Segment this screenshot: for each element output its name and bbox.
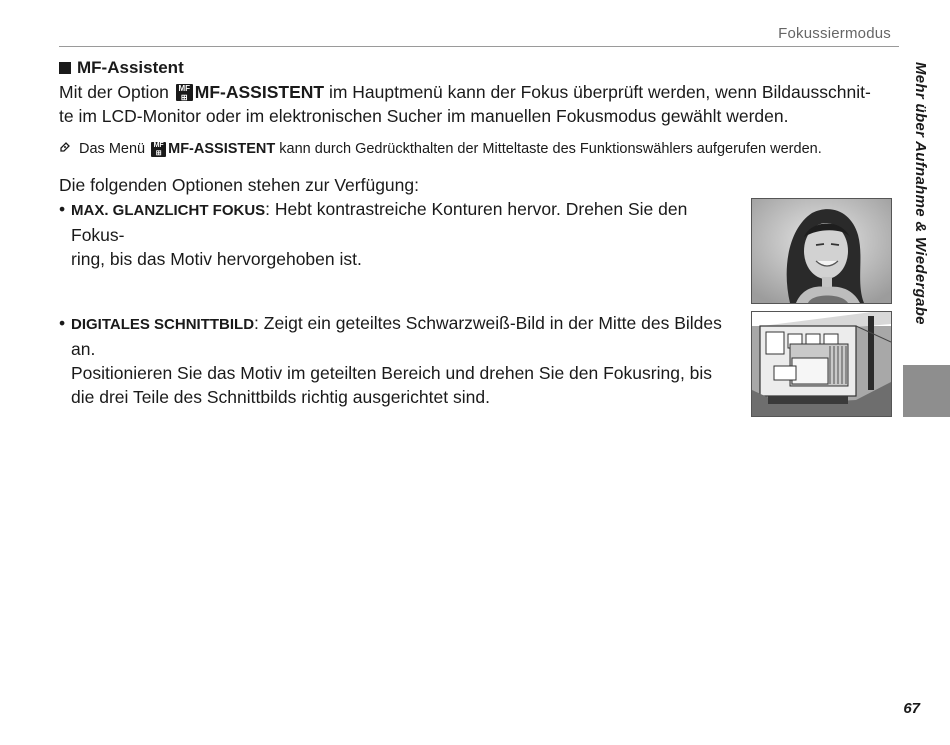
intro-paragraph [59, 80, 891, 128]
intro-line-2: te im LCD-Monitor oder im elektronischen Sucher im manuellen Fokusmodus gewählt werden. [59, 106, 789, 126]
options-intro: Die folgenden Optionen stehen zur Verfügung: [59, 175, 419, 195]
option-term: MAX. GLANZLICHT FOKUS [71, 202, 266, 219]
intro-line-1 [59, 80, 891, 104]
intro-after: im Hauptmenü kann der Fokus überprüft werden, wenn Bildausschnit- [328, 82, 871, 102]
list-item: • DIGITALES SCHNITTBILD: Zeigt ein geteiltes Schwarzweiß-Bild in der Mitte des Bildes an. Positionieren Sie das Motiv im geteilten Bereich und drehen Sie den Fokusring, bis die drei Teile des Schnittbilds richtig ausgerichtet sind. [59, 313, 722, 407]
note-pencil-icon [59, 139, 71, 159]
header-title: Fokussiermodus [778, 25, 891, 42]
section-title [59, 58, 184, 78]
option-term: DIGITALES SCHNITTBILD [71, 316, 255, 333]
intro-menu-item: MF-ASSISTENT [194, 82, 325, 102]
note-before: Das Menü [79, 141, 146, 157]
intro-before: Mit der Option [59, 82, 169, 102]
side-tab-label: Mehr über Aufnahme & Wiedergabe [912, 62, 929, 325]
note [59, 139, 899, 159]
option-text-line2: Positionieren Sie das Motiv im geteilten Bereich und drehen Sie den Fokusring, bis [71, 363, 713, 383]
page-header [59, 20, 899, 47]
option-text-line2: ring, bis das Motiv hervorgehoben ist. [71, 249, 362, 269]
focus-peaking-example-image [751, 198, 892, 304]
option-text-line1: : Zeigt ein geteiltes Schwarzweiß-Bild in der Mitte des Bildes an. [71, 313, 722, 359]
split-image-example-image [751, 311, 892, 417]
option-text-line1: : Hebt kontrastreiche Konturen hervor. Drehen Sie den Fokus- [71, 199, 688, 245]
section-square-icon [59, 62, 71, 74]
mf-assist-menu-icon: MF ⊞ [176, 84, 193, 101]
list-item: • MAX. GLANZLICHT FOKUS: Hebt kontrastreiche Konturen hervor. Drehen Sie den Fokus- ring, bis das Motiv hervorgehoben ist. [59, 199, 688, 269]
note-menu-item: MF-ASSISTENT [168, 141, 276, 157]
side-tab-marker [903, 365, 950, 417]
section-title-text: MF-Assistent [77, 58, 184, 77]
page-number: 67 [903, 700, 920, 717]
mf-assist-menu-icon: MF ⊞ [151, 142, 166, 157]
note-after: kann durch Gedrückthalten der Mitteltaste des Funktionswählers aufgerufen werden. [279, 141, 822, 157]
option-text-line3: die drei Teile des Schnittbilds richtig ausgerichtet sind. [71, 387, 490, 407]
